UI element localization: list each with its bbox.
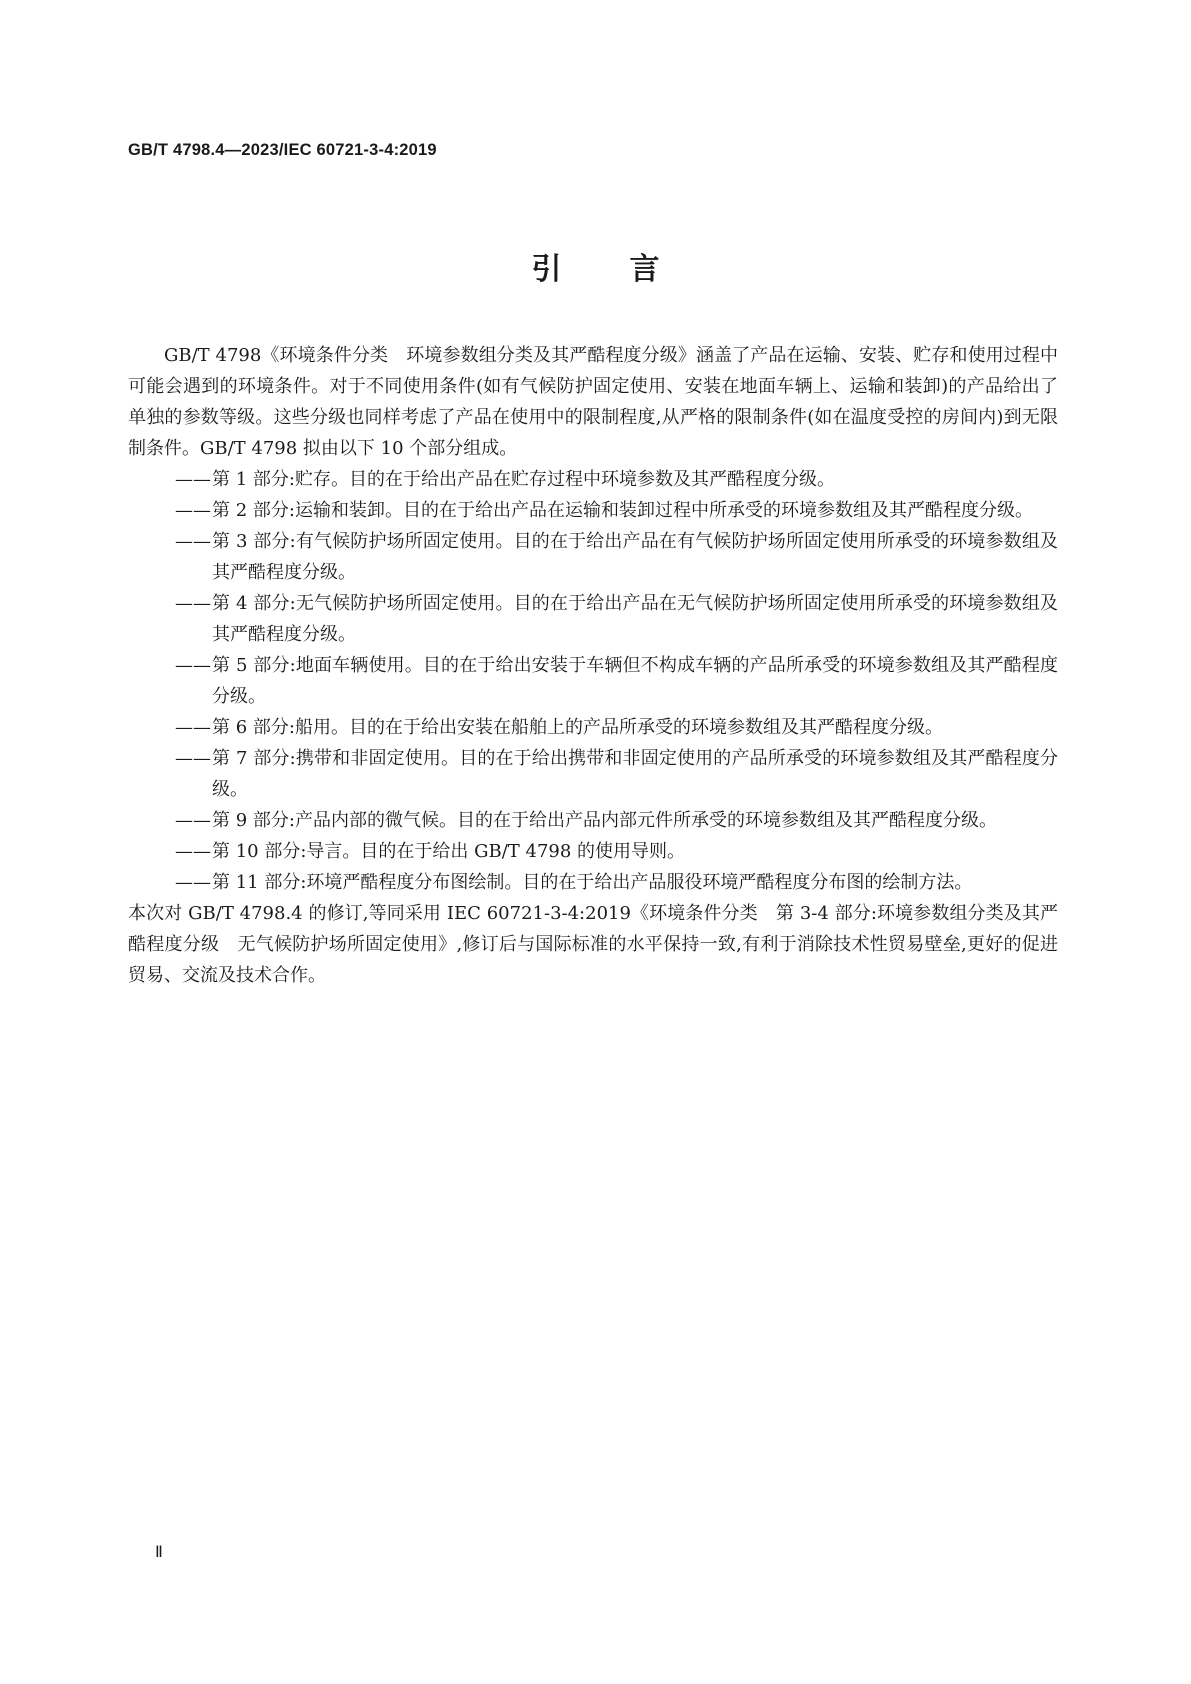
title-char: 引 (531, 252, 562, 287)
list-item (128, 836, 1058, 867)
list-dash: —— (175, 810, 211, 831)
list-dash: —— (175, 593, 211, 614)
intro-paragraph: GB/T 4798《环境条件分类 环境参数组分类及其严酷程度分级》涵盖了产品在运输、安装、贮存和使用过程中可能会遇到的环境条件。对于不同使用条件(如有气候防护固定使用、安装在地面车辆上、运输和装卸)的产品给出了单独的参数等级。这些分级也同样考虑了产品在使用中的限制程度,从严格的限制条件(如在温度受控的房间内)到无限制条件。GB/T 4798 拟由以下 10 个部分组成。 (128, 345, 1058, 459)
list-item (128, 867, 1058, 898)
list-item (128, 526, 1058, 588)
list-item-text: 第 6 部分:船用。目的在于给出安装在船舶上的产品所承受的环境参数组及其严酷程度分级。 (212, 717, 943, 738)
list-item (128, 495, 1058, 526)
document-header: GB/T 4798.4—2023/IEC 60721-3-4:2019 (128, 141, 437, 159)
list-dash: —— (175, 841, 211, 862)
list-item-text: 第 2 部分:运输和装卸。目的在于给出产品在运输和装卸过程中所承受的环境参数组及其严酷程度分级。 (212, 500, 1033, 521)
list-item (128, 712, 1058, 743)
list-item (128, 464, 1058, 495)
body-text (128, 340, 1058, 991)
section-title (0, 244, 1191, 288)
list-dash: —— (175, 872, 211, 893)
list-item-text: 第 3 部分:有气候防护场所固定使用。目的在于给出产品在有气候防护场所固定使用所承受的环境参数组及其严酷程度分级。 (212, 531, 1058, 583)
list-item-text: 第 9 部分:产品内部的微气候。目的在于给出产品内部元件所承受的环境参数组及其严酷程度分级。 (212, 810, 997, 831)
list-dash: —— (175, 717, 211, 738)
list-item-text: 第 5 部分:地面车辆使用。目的在于给出安装于车辆但不构成车辆的产品所承受的环境参数组及其严酷程度分级。 (212, 655, 1058, 707)
list-item (128, 588, 1058, 650)
list-item-text: 第 4 部分:无气候防护场所固定使用。目的在于给出产品在无气候防护场所固定使用所承受的环境参数组及其严酷程度分级。 (212, 593, 1058, 645)
title-char: 言 (629, 252, 660, 287)
list-item-text: 第 1 部分:贮存。目的在于给出产品在贮存过程中环境参数及其严酷程度分级。 (212, 469, 835, 490)
list-dash: —— (175, 500, 211, 521)
page-number: Ⅱ (155, 1544, 163, 1561)
list-item (128, 650, 1058, 712)
list-dash: —— (175, 531, 211, 552)
list-item-text: 第 7 部分:携带和非固定使用。目的在于给出携带和非固定使用的产品所承受的环境参数组及其严酷程度分级。 (212, 748, 1058, 800)
list-item (128, 805, 1058, 836)
list-dash: —— (175, 748, 211, 769)
closing-paragraph: 本次对 GB/T 4798.4 的修订,等同采用 IEC 60721-3-4:2019《环境条件分类 第 3-4 部分:环境参数组分类及其严酷程度分级 无气候防护场所固定使用》,修订后与国际标准的水平保持一致,有利于消除技术性贸易壁垒,更好的促进贸易、交流及技术合作。 (128, 903, 1058, 986)
list-dash: —— (175, 469, 211, 490)
list-item-text: 第 10 部分:导言。目的在于给出 GB/T 4798 的使用导则。 (212, 841, 686, 862)
list-dash: —— (175, 655, 211, 676)
list-item-text: 第 11 部分:环境严酷程度分布图绘制。目的在于给出产品服役环境严酷程度分布图的绘制方法。 (212, 872, 973, 893)
list-item (128, 743, 1058, 805)
